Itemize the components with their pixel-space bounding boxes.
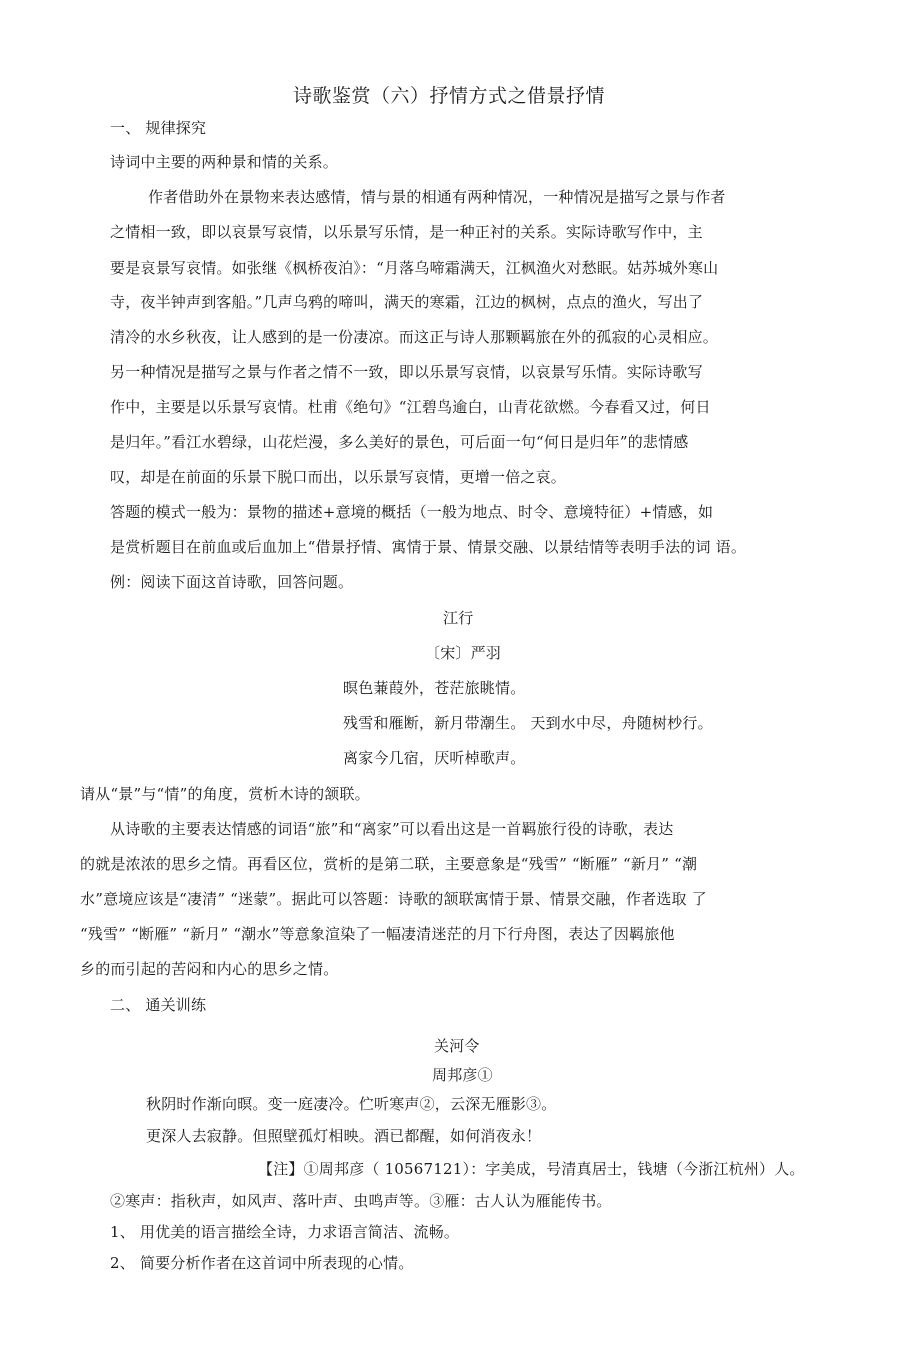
note-line: ②寒声：指秋声，如风声、落叶声、虫鸣声等。③雁：古人认为雁能传书。 [110, 1192, 612, 1210]
poem-line: 秋阴时作渐向暝。变一庭凄冷。伫听寒声②，云深无雁影③。 [146, 1095, 557, 1113]
paragraph-line: 作者借助外在景物来表达感情，情与景的相通有两种情况，一种情况是描写之景与作者 [148, 188, 726, 206]
paragraph-line: 叹，却是在前面的乐景下脱口而出，以乐景写哀情，更增一倍之哀。 [110, 468, 567, 486]
paragraph-line: 是归年。”看江水碧绿，山花烂漫，多么美好的景色，可后面一句“何日是归年”的悲情感 [110, 433, 689, 451]
question-item: 2、 简要分析作者在这首词中所表现的心情。 [110, 1254, 414, 1272]
answer-mode-line: 是赏析题目在前血或后血加上“借景抒情、寓情于景、情景交融、以景结情等表明手法的词 语。 [110, 538, 747, 556]
analysis-line: 乡的而引起的苦闷和内心的思乡之情。 [80, 960, 339, 978]
paragraph-line: 寺，夜半钟声到客船。”几声乌鸦的啼叫，满天的寒霜，江边的枫树，点点的渔火，写出了 [110, 293, 704, 311]
section-heading-2: 二、 通关训练 [110, 996, 207, 1014]
paragraph-line: 之情相一致，即以哀景写哀情，以乐景写乐情，是一种正衬的关系。实际诗歌写作中，主 [110, 223, 703, 241]
poem-author: 〔宋〕严羽 [425, 644, 502, 662]
section-heading-1: 一、 规律探究 [110, 119, 207, 137]
analysis-line: “残雪” “断雁” “新月” “潮水”等意象渲染了一幅凄清迷茫的月下行舟图，表达了因羁旅他 [80, 925, 675, 943]
page-title: 诗歌鉴赏（六）抒情方式之借景抒情 [293, 85, 606, 107]
poem-author: 周邦彦① [432, 1066, 493, 1084]
question-item: 1、 用优美的语言描绘全诗，力求语言简洁、流畅。 [110, 1223, 460, 1241]
analysis-line: 的就是浓浓的思乡之情。再看区位，赏析的是第二联，主要意象是“残雪” “断雁” “新月” “潮 [80, 855, 698, 873]
poem-line: 暝色蒹葭外，苍茫旅眺情。 [343, 679, 526, 697]
paragraph-line: 另一种情况是描写之景与作者之情不一致，即以乐景写哀情，以哀景写乐情。实际诗歌写 [110, 363, 703, 381]
analysis-line: 水”意境应该是“凄清” “迷蒙”。据此可以答题：诗歌的颔联寓情于景、情景交融，作者选取 了 [80, 890, 707, 908]
paragraph-line: 清冷的水乡秋夜，让人感到的是一份凄凉。而这正与诗人那颗羁旅在外的孤寂的心灵相应。 [110, 328, 719, 346]
analysis-line: 从诗歌的主要表达情感的词语“旅”和“离家”可以看出这是一首羁旅行役的诗歌，表达 [110, 820, 674, 838]
poem-line: 更深人去寂静。但照壁孤灯相映。酒已都醒，如何消夜永！ [146, 1127, 542, 1145]
paragraph-line: 作中，主要是以乐景写哀情。杜甫《绝句》“江碧鸟逾白，山青花欲燃。今春看又过，何日 [110, 398, 711, 416]
poem-line: 残雪和雁断，新月带潮生。 天到水中尽，舟随树杪行。 [343, 714, 713, 732]
question-line: 请从“景”与“情”的角度，赏析木诗的颔联。 [80, 785, 370, 803]
poem-title: 关河令 [434, 1037, 480, 1055]
poem-title: 江行 [443, 609, 474, 627]
answer-mode-line: 答题的模式一般为：景物的描述+意境的概括（一般为地点、时令、意境特征）+情感，如 [110, 503, 714, 521]
paragraph-line: 要是哀景写哀情。如张继《枫桥夜泊》：“月落乌啼霜满天，江枫渔火对愁眠。姑苏城外寒山 [110, 259, 719, 277]
note-line: 【注】①周邦彦（ 10567121）：字美成，号清真居士，钱塘（今浙江杭州）人。 [258, 1160, 805, 1178]
intro-line: 诗词中主要的两种景和情的关系。 [110, 153, 339, 171]
example-intro: 例：阅读下面这首诗歌，回答问题。 [110, 573, 354, 591]
poem-line: 离家今几宿，厌听棹歌声。 [343, 749, 526, 767]
